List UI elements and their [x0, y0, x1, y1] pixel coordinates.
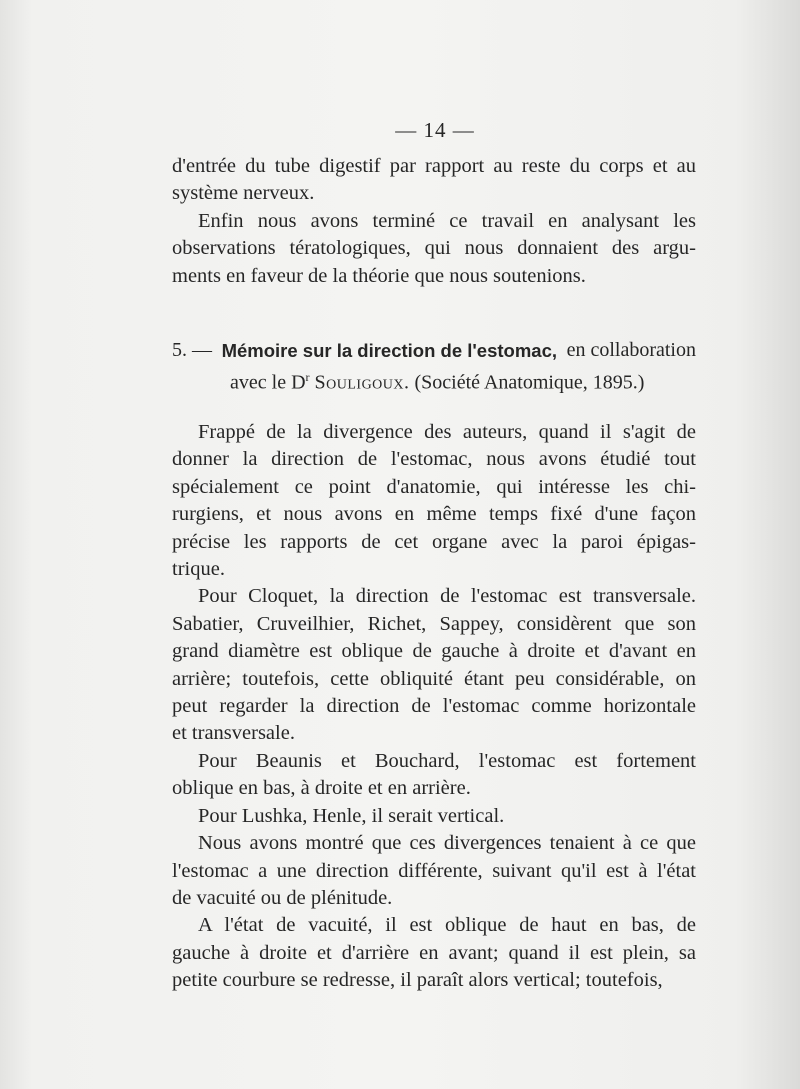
text-line: peut regarder la direction de l'estomac comme horizontale — [172, 695, 696, 718]
section-author: Souligoux. — [314, 371, 410, 394]
text-line: trique. — [172, 558, 225, 581]
text-line: de vacuité ou de plénitude. — [172, 886, 393, 909]
top-text-block — [172, 153, 696, 290]
text-line: spécialement ce point d'anatomie, qui intéresse les chi- — [172, 475, 696, 498]
text-line: système nerveux. — [172, 182, 315, 205]
text-line: grand diamètre est oblique de gauche à droite et d'avant en — [172, 640, 696, 663]
text-line: Pour Beaunis et Bouchard, l'estomac est fortement — [198, 749, 696, 772]
section-line2-prefix: avec le D — [230, 371, 306, 394]
text-line: petite courbure se redresse, il paraît alors vertical; toutefois, — [172, 969, 663, 992]
section-title: Mémoire sur la direction de l'estomac, — [221, 340, 558, 361]
main-text-block — [172, 419, 696, 995]
section-source: (Société Anatomique, 1895.) — [414, 371, 645, 394]
text-line: d'entrée du tube digestif par rapport au reste du corps et au — [172, 155, 696, 177]
text-line: précise les rapports de cet organe avec la paroi épigas- — [172, 530, 696, 553]
text-line: arrière; toutefois, cette obliquité étant peu considérable, on — [172, 667, 696, 690]
text-line: ments en faveur de la théorie que nous soutenions. — [172, 264, 586, 287]
text-line: Sabatier, Cruveilhier, Richet, Sappey, considèrent que son — [172, 612, 696, 635]
text-line: Pour Lushka, Henle, il serait vertical. — [198, 804, 505, 827]
section-sup: r — [305, 370, 310, 384]
text-line: rurgiens, et nous avons en même temps fixé d'une façon — [172, 503, 696, 526]
section-heading — [172, 337, 696, 397]
text-line: Nous avons montré que ces divergences tenaient à ce que — [198, 832, 696, 855]
text-line: Pour Cloquet, la direction de l'estomac est transversale. — [198, 585, 696, 608]
section-number: 5. — — [172, 339, 212, 361]
text-line: et transversale. — [172, 722, 295, 745]
text-line: gauche à droite et d'arrière en avant; quand il est plein, sa — [172, 941, 696, 964]
section-collab: en collaboration — [566, 339, 696, 361]
text-line: Frappé de la divergence des auteurs, quand il s'agit de — [198, 421, 696, 443]
text-line: A l'état de vacuité, il est oblique de haut en bas, de — [198, 914, 696, 937]
text-line: l'estomac a une direction différente, suivant qu'il est à l'état — [172, 859, 696, 882]
page-number: — 14 — — [395, 118, 475, 142]
text-line: Enfin nous avons terminé ce travail en analysant les — [198, 209, 696, 232]
text-line: observations tératologiques, qui nous donnaient des argu- — [172, 237, 696, 260]
text-line: oblique en bas, à droite et en arrière. — [172, 777, 471, 800]
text-line: donner la direction de l'estomac, nous avons étudié tout — [172, 448, 696, 471]
